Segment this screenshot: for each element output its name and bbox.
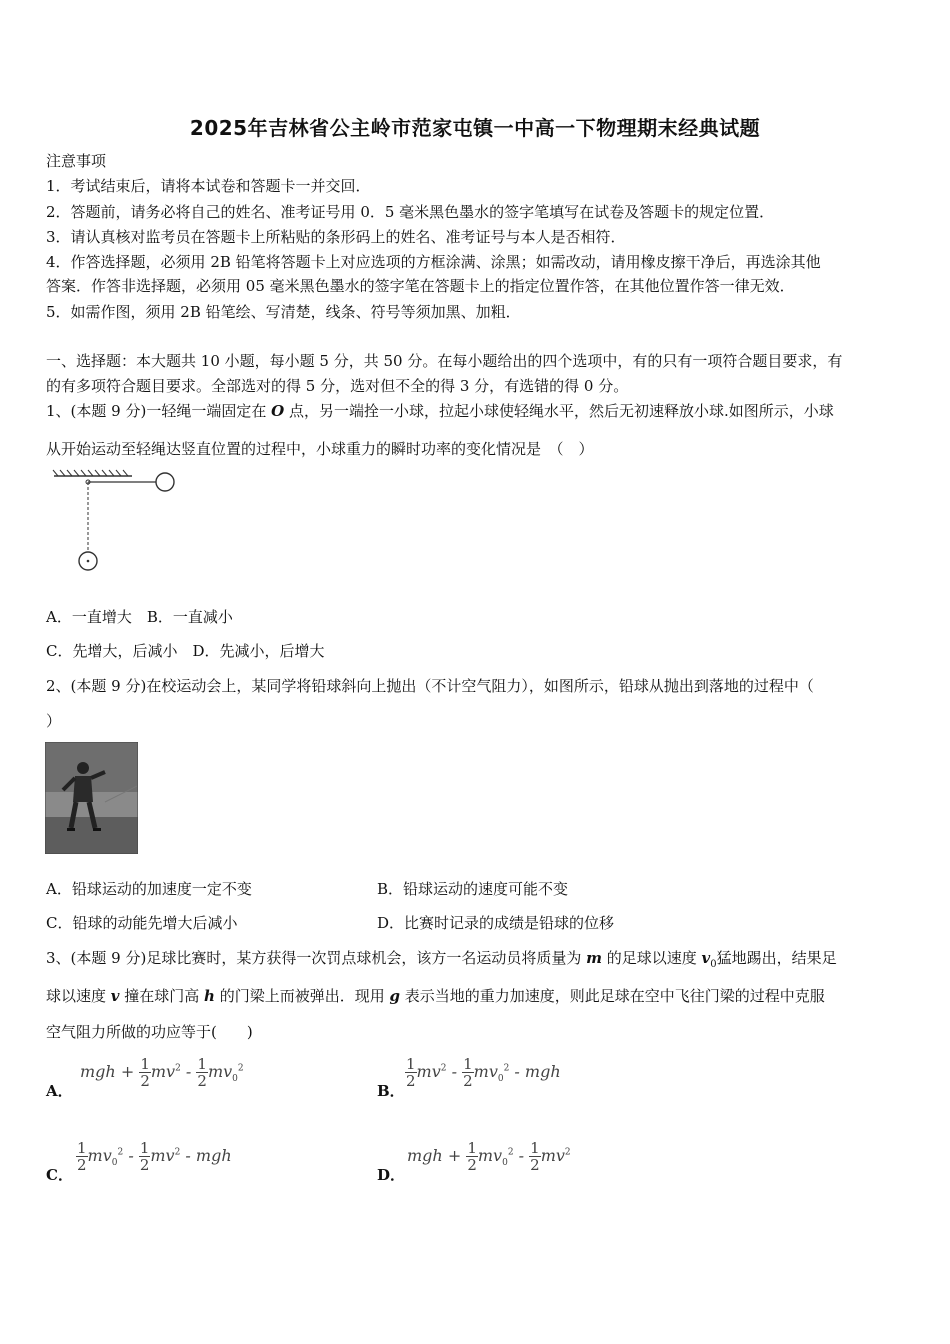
notice-item-4: 4．作答选择题，必须用 2B 铅笔将答题卡上对应选项的方框涂满、涂黑；如需改动，请用橡皮擦干净后，再选涂其他 [46, 253, 821, 271]
q2-stem-line2: ） [46, 712, 62, 730]
q3-option-c-label: C． [46, 1166, 73, 1184]
q3-option-b-formula: $\frac{1}{2}$ $mv^2$ - $\frac{1}{2}$ $mv_0^2$ - mgh [406, 1055, 561, 1090]
q1-stem-line1: 1、(本题 9 分)一轻绳一端固定在 O 点，另一端拴一小球，拉起小球使轻绳水平，然后无初速释放小球.如图所示，小球 [46, 402, 834, 420]
q3-option-b-label: B． [377, 1082, 405, 1100]
section-heading: 一、选择题：本大题共 10 小题，每小题 5 分，共 50 分。在每小题给出的四个选项中，有的只有一项符合题目要求，有 [46, 352, 843, 370]
q2-option-d: D．比赛时记录的成绩是铅球的位移 [377, 914, 615, 932]
section-heading-cont: 的有多项符合题目要求。全部选对的得 5 分，选对但不全的得 3 分，有选错的得 0 分。 [46, 377, 629, 395]
notice-item-4-cont: 答案．作答非选择题，必须用 05 毫米黑色墨水的签字笔在答题卡上的指定位置作答，在其他位置作答一律无效． [46, 277, 795, 295]
q3-option-c-formula: $\frac{1}{2}$ $mv_0^2$ - $\frac{1}{2}$ $mv^2$ - mgh [77, 1139, 232, 1174]
notice-item-3: 3．请认真核对监考员在答题卡上所粘贴的条形码上的姓名、准考证号与本人是否相符． [46, 228, 626, 246]
q3-stem-line3: 空气阻力所做的功应等于( ) [46, 1023, 253, 1041]
page-title: 2025年吉林省公主岭市范家屯镇一中高一下物理期末经典试题 [189, 116, 761, 140]
q3-stem-line2: 球以速度 v 撞在球门高 h 的门梁上而被弹出．现用 g 表示当地的重力加速度，则此足球在空中飞往门梁的过程中克服 [46, 987, 825, 1005]
notice-heading: 注意事项 [46, 152, 107, 170]
q1-options-cd: C．先增大，后减小 D．先减小，后增大 [46, 642, 325, 660]
shot-put-photo [45, 742, 138, 854]
q3-option-d-formula: mgh + $\frac{1}{2}$ $mv_0^2$ - $\frac{1}{2}$ $mv^2$ [407, 1139, 571, 1174]
q3-option-a-label: A． [46, 1082, 73, 1100]
q3-stem-line1: 3、(本题 9 分)足球比赛时，某方获得一次罚点球机会，该方一名运动员将质量为 m 的足球以速度 $v_0$猛地踢出，结果足 [46, 949, 837, 970]
q2-stem-line1: 2、(本题 9 分)在校运动会上，某同学将铅球斜向上抛出（不计空气阻力），如图所示，铅球从抛出到落地的过程中（ [46, 677, 814, 695]
q3-option-a-formula: mgh + $\frac{1}{2}$ $mv^2$ - $\frac{1}{2}$ $mv_0^2$ [80, 1055, 244, 1090]
q1-stem-line2: 从开始运动至轻绳达竖直位置的过程中，小球重力的瞬时功率的变化情况是 （ ） [46, 440, 594, 458]
q3-option-d-label: D． [377, 1166, 406, 1184]
q2-option-a: A．铅球运动的加速度一定不变 [46, 880, 252, 898]
notice-item-1: 1．考试结束后，请将本试卷和答题卡一并交回． [46, 177, 371, 195]
notice-item-5: 5．如需作图，须用 2B 铅笔绘、写清楚，线条、符号等须加黑、加粗． [46, 303, 521, 321]
q2-option-b: B．铅球运动的速度可能不变 [377, 880, 569, 898]
notice-item-2: 2．答题前，请务必将自己的姓名、准考证号用 0．5 毫米黑色墨水的签字笔填写在试卷及答题卡的规定位置． [46, 203, 775, 221]
q1-options-ab: A．一直增大 B．一直减小 [46, 608, 233, 626]
q2-option-c: C．铅球的动能先增大后减小 [46, 914, 238, 932]
pendulum-diagram [50, 466, 185, 578]
